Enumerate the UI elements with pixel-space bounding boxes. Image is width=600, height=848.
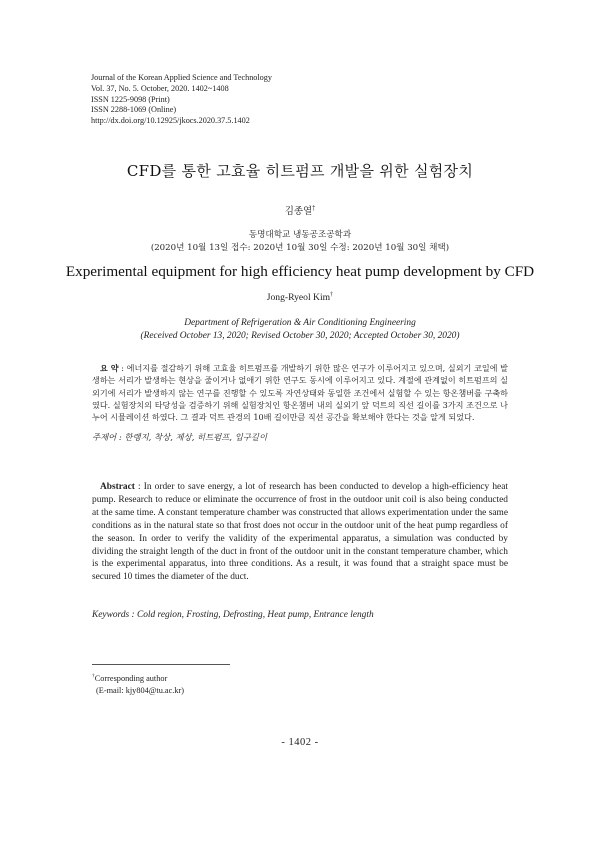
- english-author-mark: †: [330, 290, 334, 298]
- english-keywords: Keywords : Cold region, Frosting, Defrosting, Heat pump, Entrance length: [92, 610, 374, 620]
- footnote: [92, 673, 392, 697]
- doi-link[interactable]: http://dx.doi.org/10.12925/jkocs.2020.37.5.1402: [91, 116, 250, 126]
- korean-keywords: 주제어 : 한랭지, 착상, 제상, 히트펌프, 입구길이: [92, 432, 268, 442]
- korean-abstract-text: : 에너지를 절감하기 위해 고효율 히트펌프를 개발하기 위한 많은 연구가 이루어지고 있으며, 실외기 코일에 발생하는 서리가 발생하는 현상을 줄이거나 없애기 위한 연구도 동시에 이루어지고 있다. 계절에 관계없이 히트펌프의 실외기에 서리가 발생하지 않는 연구를 진행할 수 있도록 자연상태와 동일한 조건에서 실험할 수 있는 항온챔버를 구축하였다. 실험장치의 타당성을 검증하기 위해 실험장치인 항온챔버 내의 실외기 앞 덕트의 직선 길이를 3가지 조건으로 나누어 시뮬레이션 하였다. 그 결과 덕트 관경의 10배 길이만큼 직선 공간을 확보해야 한다는 것을 알게 되었다.: [92, 363, 508, 423]
- english-title: Experimental equipment for high efficiency heat pump development by CFD: [65, 263, 535, 280]
- issn-online: ISSN 2288-1069 (Online): [91, 105, 177, 115]
- journal-name: Journal of the Korean Applied Science and Technology: [91, 73, 272, 82]
- english-abstract-text: : In order to save energy, a lot of research has been conducted to develop a high-efficiency heat pump. Research to reduce or eliminate the occurrence of frost in the outdoor unit coil is also being conducted at the same time. A constant temperature chamber was constructed that allows experimentation under the same conditions as in the natural state so that frost does not occur in the outdoor unit of the heat pump regardless of the season. In order to verify the validity of the experimental apparatus, a simulation was conducted by dividing the straight length of the duct in front of the outdoor unit in the constant temperature chamber, which is the experimental apparatus, into three conditions. As a result, it was found that a straight space must be secured 10 times the diameter of the duct.: [92, 482, 508, 583]
- english-dates: (Received October 13, 2020; Revised October 30, 2020; Accepted October 30, 2020): [140, 331, 460, 341]
- korean-author-mark: †: [312, 204, 316, 212]
- issn-print: ISSN 1225-9098 (Print): [91, 94, 170, 104]
- footnote-email[interactable]: (E-mail: kjy804@tu.ac.kr): [96, 686, 185, 695]
- korean-abstract: [92, 362, 508, 423]
- korean-affiliation: 동명대학교 냉동공조공학과: [248, 230, 352, 240]
- journal-volume: Vol. 37, No. 5. October, 2020. 1402~1408: [91, 83, 229, 93]
- korean-author-name: 김종열: [284, 206, 313, 217]
- english-author-name: Jong-Ryeol Kim: [266, 292, 331, 303]
- english-affiliation: Department of Refrigeration & Air Conditioning Engineering: [184, 318, 416, 328]
- footnote-divider: [92, 664, 230, 665]
- journal-header: [91, 73, 511, 127]
- english-abstract: [92, 481, 508, 584]
- footnote-label: Corresponding author: [94, 674, 168, 683]
- footnote-mark: †: [92, 673, 95, 680]
- korean-dates: (2020년 10월 13일 접수: 2020년 10월 30일 수정: 2020년 10월 30일 채택): [150, 243, 450, 253]
- korean-abstract-label: 요 약: [100, 363, 119, 373]
- korean-title: CFD를 통한 고효율 히트펌프 개발을 위한 실험장치: [126, 162, 474, 180]
- english-author: [0, 292, 600, 303]
- korean-author: [0, 203, 600, 217]
- page-number: - 1402 -: [281, 737, 319, 748]
- footnote-corresponding: [92, 673, 392, 685]
- english-abstract-label: Abstract: [100, 482, 135, 492]
